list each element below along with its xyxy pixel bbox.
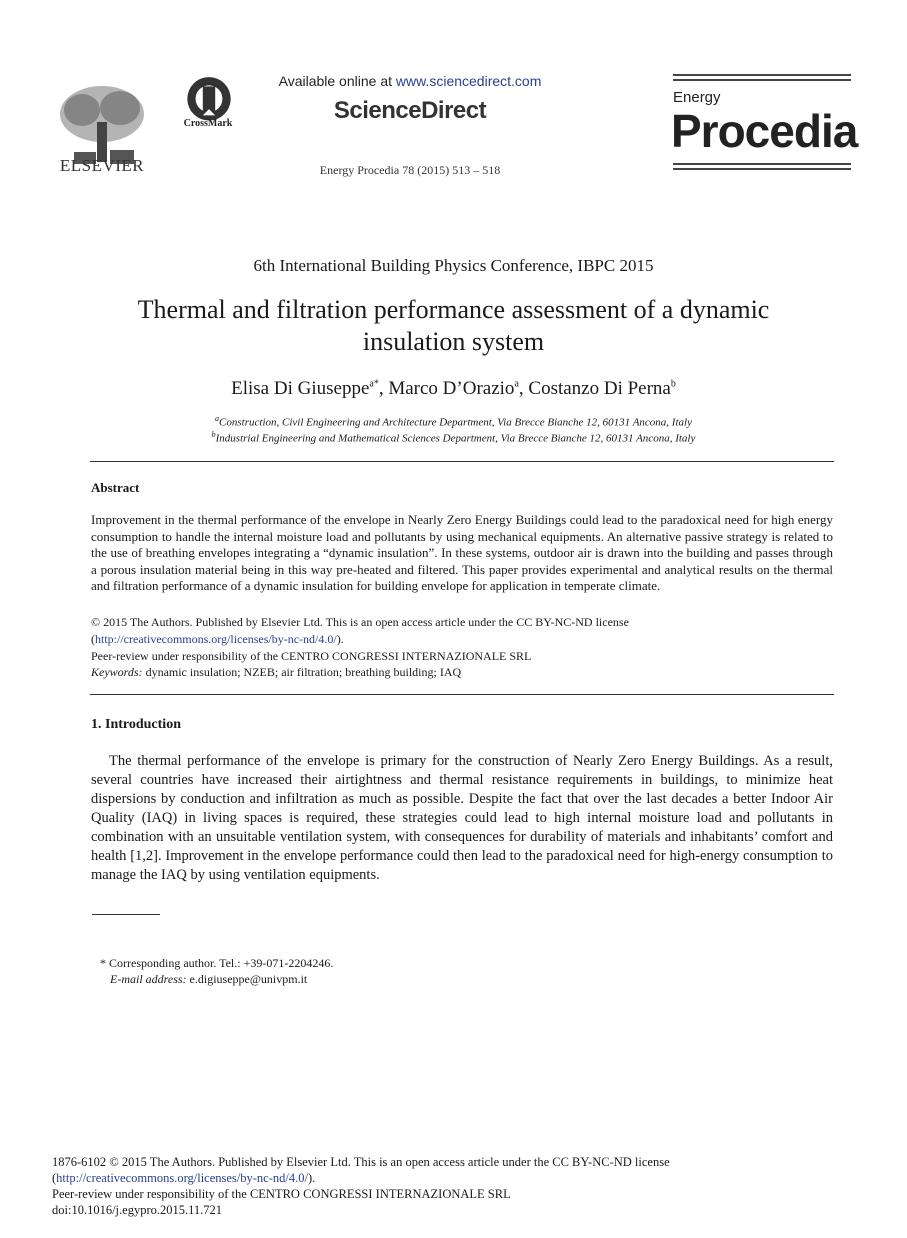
available-online: Available online at www.sciencedirect.com — [278, 73, 542, 89]
introduction-body: The thermal performance of the envelope is primary for the construction of Nearly Zero Energy Buildings. As a result, several countries have increased their airtightness and thermal resistance requirements in buildings, to minimize heat dispersions by conduction and infiltration as much as possible. Despite the fact that over the last decades a better Indoor Air Quality (IAQ) in living spaces is required, these strategies could lead to high internal moisture load and pollutants in combination with an unsuitable ventilation system, with consequences for durability of materials and inhabitants’ comfort and health [1,2]. Improvement in the envelope performance could then lead to the paradoxical need for high-energy consumption to manage the IAQ by using ventilation equipments. — [91, 753, 833, 883]
section-heading: 1. Introduction — [91, 717, 181, 732]
author-name: Marco D’Orazio — [388, 378, 515, 399]
journal-logo-top-rules — [673, 74, 851, 84]
footer-doi: doi:10.1016/j.egypro.2015.11.721 — [52, 1203, 223, 1217]
email-label: E-mail address: — [110, 972, 187, 986]
copyright-line: © 2015 The Authors. Published by Elsevier Ltd. This is an open access article under the CC BY-NC-ND license — [91, 615, 629, 629]
conference-name: 6th International Building Physics Conference, IBPC 2015 — [253, 256, 654, 275]
author-affil-mark: a — [514, 378, 519, 390]
peer-review-line: Peer-review under responsibility of the CENTRO CONGRESSI INTERNAZIONALE SRL — [91, 649, 532, 663]
email-address[interactable]: e.digiuseppe@univpm.it — [189, 972, 308, 986]
abstract-heading: Abstract — [91, 480, 140, 495]
affiliation-b: $^b$Industrial Engineering and Mathematical Sciences Department, Via Brecce Bianche 12, 60131 Ancona, Italy — [211, 430, 696, 445]
keywords-line — [91, 664, 461, 680]
journal-reference: Energy Procedia 78 (2015) 513 – 518 — [319, 163, 501, 177]
footer-license: (http://creativecommons.org/licenses/by-nc-nd/4.0/). — [52, 1171, 316, 1185]
paper-title: Thermal and filtration performance assessment of a dynamic insulation system — [137, 295, 770, 356]
author-name: Costanzo Di Perna — [528, 378, 671, 399]
corresponding-author: * Corresponding author. Tel.: +39-071-2204246. — [100, 956, 334, 970]
email-line — [110, 972, 307, 987]
journal-logo-small: Energy — [673, 89, 721, 106]
sciencedirect-logo: ScienceDirect — [333, 97, 487, 124]
author-affil-mark: b — [670, 378, 676, 390]
author-name: Elisa Di Giuseppe — [231, 378, 370, 399]
abstract-body: Improvement in the thermal performance of the envelope in Nearly Zero Energy Buildings could lead to the paradoxical need for high energy consumption to handle the internal moisture load and pollutants by using mechanical equipments. An alternative passive strategy is related to the use of breathing envelopes integrating a “dynamic insulation”. In these systems, outdoor air is drawn into the building and passes through a porous insulation material being in this way pre-heated and filtered. This paper provides experimental and analytical results on the thermal and filtration performance of a dynamic insulation for building envelope for application in temperate climate. — [91, 512, 833, 593]
affiliation-a: $^a$Construction, Civil Engineering and Architecture Department, Via Brecce Bianche 12, 60131 Ancona, Italy — [215, 414, 692, 429]
footer-peer-review: Peer-review under responsibility of the CENTRO CONGRESSI INTERNAZIONALE SRL — [52, 1187, 511, 1201]
author-list: Elisa Di Giuseppe$^{a*}$, Marco D’Orazio$^a$, Costanzo Di Perna$^b$ — [231, 378, 676, 399]
journal-logo-big: Procedia — [671, 105, 858, 157]
publisher-wordmark: ELSEVIER — [59, 156, 145, 175]
footer-issn: 1876-6102 © 2015 The Authors. Published by Elsevier Ltd. This is an open access article under the CC BY-NC-ND license — [52, 1155, 670, 1169]
journal-logo-bottom-rules — [673, 163, 851, 173]
keywords-label: Keywords: — [91, 665, 143, 679]
keywords-list: dynamic insulation; NZEB; air filtration; breathing building; IAQ — [145, 665, 462, 679]
footnote-divider — [92, 914, 160, 915]
crossmark-label: CrossMark — [183, 118, 233, 129]
divider — [90, 694, 834, 695]
author-affil-mark: a* — [369, 378, 379, 390]
license-line: (http://creativecommons.org/licenses/by-nc-nd/4.0/). — [91, 632, 344, 646]
footer-license-link[interactable]: http://creativecommons.org/licenses/by-nc-nd/4.0/ — [56, 1171, 308, 1185]
sciencedirect-link[interactable]: www.sciencedirect.com — [395, 73, 542, 89]
license-link[interactable]: http://creativecommons.org/licenses/by-nc-nd/4.0/ — [95, 632, 337, 646]
divider — [90, 461, 834, 462]
